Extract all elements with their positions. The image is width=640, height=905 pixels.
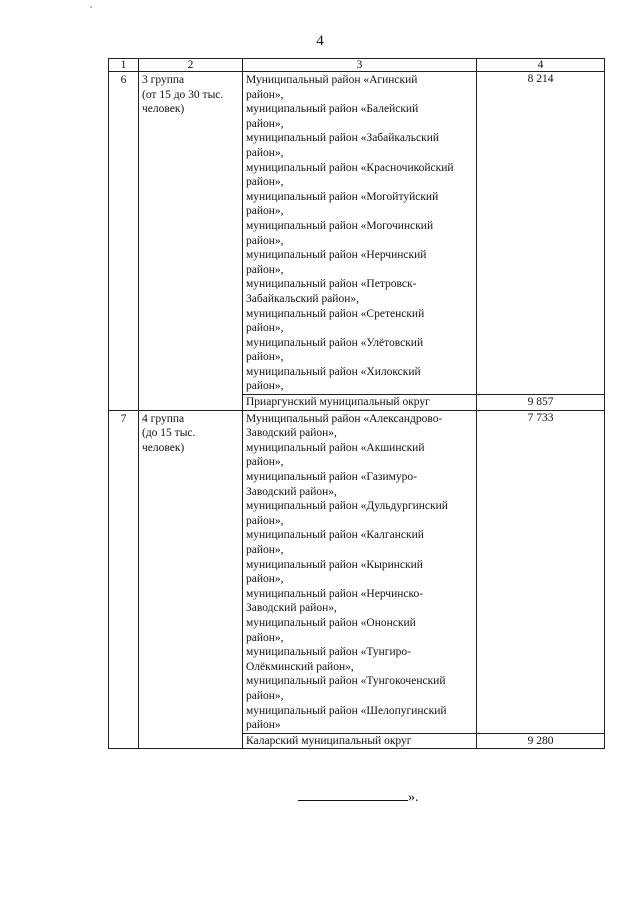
closing-quote: ». (408, 790, 419, 805)
column-header-1: 1 (109, 59, 139, 72)
row-number: 6 (109, 72, 139, 411)
district-list: Муниципальный район «Агинский район», муниципальный район «Балейский район», муниципальный район «Забайкальский район», муниципальный район «Красночикойский район», муниципальный район «Могойтуйский район», муниципальный район «Могочинский район», муниципальный район «Нерчинский район», муниципальный район «Петровск- Забайкальский район», муниципальный район «Сретенский район», муниципальный район «Улётовский район», муниципальный район «Хилокский район», (243, 72, 477, 395)
column-header-2: 2 (139, 59, 243, 72)
district-value: 7 733 (477, 410, 605, 733)
district-value: 8 214 (477, 72, 605, 395)
allocation-table (108, 58, 605, 749)
okrug-value: 9 857 (477, 395, 605, 411)
district-list: Муниципальный район «Александрово- Заводский район», муниципальный район «Акшинский район», муниципальный район «Газимуро- Заводский район», муниципальный район «Дульдургинский район», муниципальный район «Калганский район», муниципальный район «Кыринский район», муниципальный район «Нерчинско- Заводский район», муниципальный район «Ононский район», муниципальный район «Тунгиро- Олёкминский район», муниципальный район «Тунгокоченский район», муниципальный район «Шелопугинский район» (243, 410, 477, 733)
table-row-group-3 (109, 72, 605, 395)
table-header-row (109, 59, 605, 72)
okrug-name: Каларский муниципальный округ (243, 733, 477, 749)
row-number: 7 (109, 410, 139, 749)
closing-mark (298, 788, 419, 806)
table-row-group-4 (109, 410, 605, 733)
okrug-value: 9 280 (477, 733, 605, 749)
group-label: 3 группа (от 15 до 30 тыс. человек) (139, 72, 243, 411)
column-header-3: 3 (243, 59, 477, 72)
page-number: 4 (316, 33, 324, 49)
signature-line (298, 788, 408, 801)
column-header-4: 4 (477, 59, 605, 72)
group-label: 4 группа (до 15 тыс. человек) (139, 410, 243, 749)
scan-speck (90, 6, 92, 8)
okrug-name: Приаргунский муниципальный округ (243, 395, 477, 411)
